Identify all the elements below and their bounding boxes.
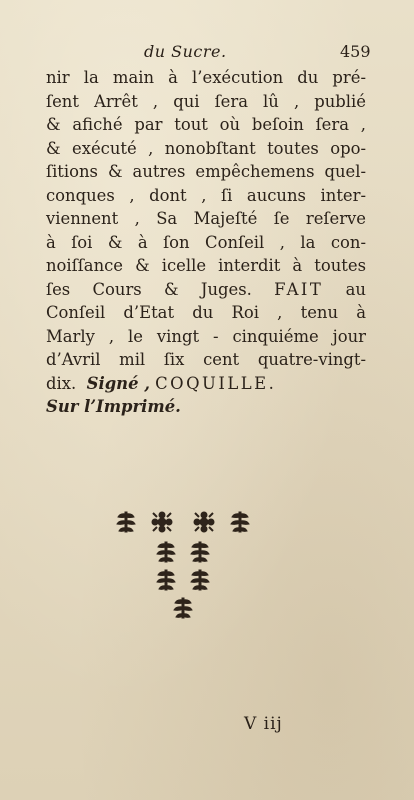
fait-label: FAIT — [274, 279, 324, 299]
signatory-name: COQUILLE. — [155, 373, 277, 393]
text-line-fait — [46, 278, 366, 302]
text-line: Conſeil d’Etat du Roi , tenu à — [46, 303, 366, 322]
fleuron-sprig-icon — [191, 542, 209, 562]
fleuron-rosette-icon — [152, 512, 172, 532]
page-number: 459 — [340, 42, 371, 61]
fleuron-rosette-icon — [194, 512, 214, 532]
fleuron-sprig-icon — [174, 598, 192, 618]
signature-mark: V iij — [244, 714, 283, 734]
text-line: d’Avril mil ſix cent quatre-vingt- — [46, 350, 366, 369]
running-title: du Sucre. — [144, 42, 227, 61]
fleuron-sprig-icon — [157, 570, 175, 590]
text-fragment: dix. — [46, 373, 77, 393]
fleuron-ornament — [112, 506, 252, 626]
text-line-signature — [46, 372, 366, 396]
text-line: nir la main à l’exécution du pré- — [46, 68, 366, 87]
text-fragment: au — [345, 279, 366, 299]
text-fragment: ſes Cours & Juges. — [46, 279, 252, 299]
text-line: & afiché par tout où beſoin ſera , — [46, 115, 366, 134]
text-line: ſent Arrêt , qui ſera lû , publié — [46, 91, 366, 111]
text-line: ſitions & autres empêchemens quel- — [46, 162, 366, 181]
signe-label: Signé , — [86, 373, 150, 393]
text-line: Marly , le vingt - cinquiéme jour — [46, 326, 366, 346]
fleuron-sprig-icon — [117, 512, 135, 532]
imprime-note: Sur l’Imprimé. — [46, 397, 181, 416]
text-line: viennent , Sa Majeſté ſe reſerve — [46, 209, 366, 228]
fleuron-sprig-icon — [191, 570, 209, 590]
text-line: à ſoi & à ſon Conſeil , la con- — [46, 232, 366, 252]
fleuron-sprig-icon — [231, 512, 249, 532]
text-line: & exécuté , nonobſtant toutes opo- — [46, 138, 366, 158]
text-line-imprime — [46, 395, 366, 419]
running-head — [0, 42, 414, 66]
fleuron-ornament-graphic — [112, 506, 252, 626]
fleuron-sprig-icon — [157, 542, 175, 562]
body-text — [46, 66, 366, 419]
text-line: conques , dont , ſi aucuns inter- — [46, 185, 366, 205]
text-line: noiſſance & icelle interdit à toutes — [46, 256, 366, 275]
